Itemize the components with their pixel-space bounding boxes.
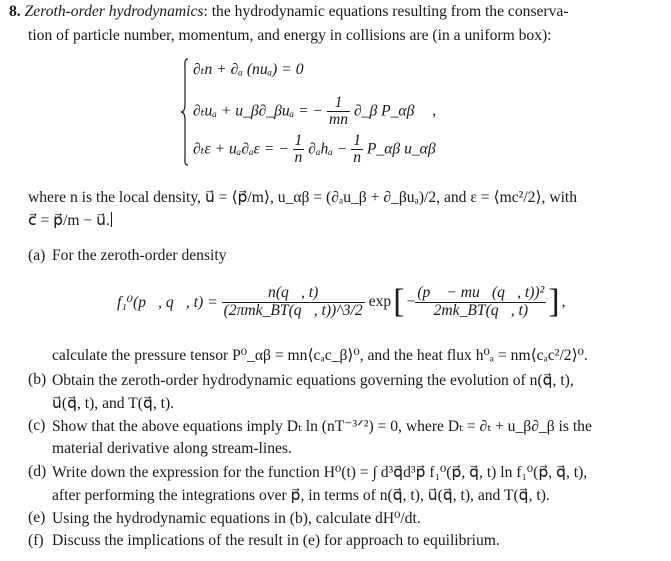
dist-minus-icon: −	[406, 293, 416, 310]
text-cursor-icon	[111, 212, 112, 227]
dist-num: n(q⃗, t)	[222, 285, 365, 302]
eq3-mid: ∂ₐhₐ −	[308, 140, 348, 158]
eq3-f1-den: n	[294, 149, 303, 167]
eq2-rhs: ∂_β P_αβ	[353, 102, 415, 120]
equation-energy-conservation	[193, 133, 436, 167]
eq2-comma: ,	[432, 102, 437, 120]
eq2-frac-num: 1	[327, 95, 350, 112]
part-d-label: (d)	[28, 463, 47, 480]
part-d-text-2: after performing the integrations over p⃗, in terms of n(q⃗, t), u⃗(q⃗, t), and T(q⃗, t).	[52, 487, 550, 504]
where-line-2	[28, 211, 112, 230]
part-a-text: For the zeroth-order density	[52, 247, 227, 264]
part-c-text-2: material derivative along stream-lines.	[52, 440, 292, 457]
problem-intro-2: tion of particle number, momentum, and energy in collisions are (in a uniform box):	[28, 27, 552, 44]
eq2-lhs: ∂ₜuₐ + u_β∂_βuₐ = −	[193, 102, 324, 120]
eq2-fraction	[327, 95, 350, 129]
problem-title: Zeroth-order hydrodynamics	[24, 3, 204, 20]
part-f-text: Discuss the implications of the result in (e) for approach to equilibrium.	[52, 532, 500, 549]
where-line-2-text: c⃗ = p⃗/m − u⃗.	[28, 212, 110, 229]
eq3-fraction-1	[293, 133, 305, 167]
dist-den: (2πmk_BT(q⃗, t))^3/2	[223, 301, 363, 319]
equation-momentum-conservation	[193, 95, 436, 129]
part-a-label: (a)	[28, 247, 46, 264]
problem-intro-1: : the hydrodynamic equations resulting from the conserva-	[203, 3, 569, 20]
left-bracket-icon: [	[393, 283, 405, 320]
dist-exp-num: (p⃗ − mu⃗(q⃗, t))²	[417, 284, 545, 302]
dist-exp: exp	[368, 293, 392, 310]
dist-exp-fraction	[415, 285, 546, 319]
eq2-frac-den: mn	[328, 111, 349, 129]
problem-number: 8.	[9, 3, 21, 20]
part-e-label: (e)	[28, 509, 46, 526]
where-line-1: where n is the local density, u⃗ = ⟨p⃗/m⟩, u_αβ = (∂ₐu_β + ∂_βuₐ)/2, and ε = ⟨mc²/2⟩, with	[28, 189, 578, 206]
zeroth-order-distribution	[117, 285, 566, 319]
part-c-text-1: Show that the above equations imply Dₜ ln (nT⁻³ᐟ²) = 0, where Dₜ = ∂ₜ + u_β∂_β is the	[52, 418, 592, 435]
part-a-calc: calculate the pressure tensor P⁰_αβ = mn⟨cₐc_β⟩⁰, and the heat flux h⁰ₐ = nm⟨cₐc²/2⟩⁰.	[52, 347, 588, 364]
left-brace-icon	[181, 58, 189, 166]
part-b-label: (b)	[28, 371, 47, 388]
part-b-text-2: u⃗(q⃗, t), and T(q⃗, t).	[52, 395, 175, 412]
eq3-f2-den: n	[353, 149, 361, 167]
part-d-text-1: Write down the expression for the function H⁰(t) = ∫ d³q⃗d³p⃗ f₁⁰(p⃗, q⃗, t) ln f₁⁰(p⃗, q⃗, t),	[52, 464, 588, 481]
part-b-text-1: Obtain the zeroth-order hydrodynamic equations governing the evolution of n(q⃗, t),	[52, 372, 574, 389]
eq3-lhs: ∂ₜε + uₐ∂ₐε = −	[193, 140, 289, 158]
dist-fraction	[222, 285, 365, 319]
problem-header	[9, 3, 569, 21]
eq3-rhs: P_αβ u_αβ	[366, 140, 436, 158]
part-f-label: (f)	[28, 532, 44, 549]
equation-number-conservation: ∂ₜn + ∂ₐ (nuₐ) = 0	[193, 61, 304, 78]
dist-lhs: f₁⁰(p⃗, q⃗, t) =	[117, 293, 218, 311]
eq3-f1-num: 1	[294, 132, 303, 149]
right-bracket-icon: ]	[548, 283, 560, 320]
part-c-label: (c)	[28, 417, 46, 434]
dist-comma: ,	[561, 293, 566, 310]
part-e-text: Using the hydrodynamic equations in (b), calculate dH⁰/dt.	[52, 510, 421, 527]
dist-exp-den: 2mk_BT(q⃗, t)	[433, 301, 529, 319]
eq3-f2-num: 1	[353, 132, 361, 149]
eq3-fraction-2	[351, 133, 363, 167]
